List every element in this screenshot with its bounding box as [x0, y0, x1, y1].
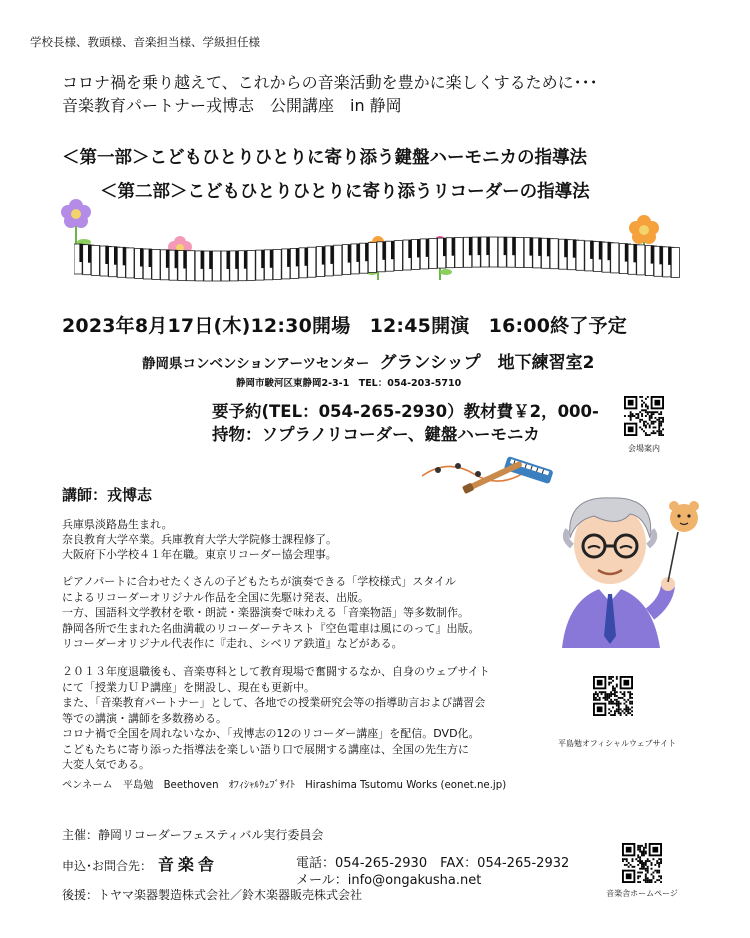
piano-keyboard-decoration: [74, 235, 680, 291]
venue-address: 静岡市駿河区東静岡2-3-1 TEL：054-203-5710: [236, 378, 462, 389]
bio-line: ピアノパートに合わせたくさんの子どもたちが演奏できる「学校様式」スタイル: [62, 575, 457, 588]
part1-title: ＜第一部＞こどもひとりひとりに寄り添う鍵盤ハーモニカの指導法: [62, 148, 587, 168]
recipients-line: 学校長様、教頭様、音楽担当様、学級担任様: [30, 35, 260, 49]
bio-line: また、「音楽教育パートナー」として、各地での授業研究会等の指導助言および講習会: [62, 696, 486, 709]
venue-name: 静岡県コンベンションアーツセンター: [142, 356, 370, 372]
homepage-caption: 音楽舎ホームページ: [606, 889, 678, 898]
bio-line: こどもたちに寄り添った指導法を楽しい語り口で展開する講座は、全国の先生方に: [62, 743, 469, 756]
venue-qr-code[interactable]: [624, 396, 664, 436]
phone-fax-line: 電話：054-265-2930 FAX：054-265-2932: [296, 856, 570, 871]
email-line[interactable]: メール：info@ongakusha.net: [296, 873, 482, 888]
venue-map-caption: 会場案内: [628, 444, 660, 453]
venue-line: [142, 348, 595, 373]
inquiry-line: [62, 852, 218, 875]
event-datetime: 2023年8月17日(木)12:30開場 12:45開演 16:00終了予定: [62, 315, 627, 337]
lecturer-title: 講師：戎博志: [62, 486, 153, 504]
bring-items-line: 持物：ソプラノリコーダー、鍵盤ハーモニカ: [212, 425, 540, 444]
bio-line: によるリコーダーオリジナル作品を全国に先駆け発表、出版。: [62, 591, 370, 604]
bio-line: 等での講演・講師を多数務める。: [62, 712, 227, 725]
bio-line: 奈良教育大学卒業。兵庫教育大学大学院修士課程修了。: [62, 533, 337, 546]
sponsor-line: 後援：トヤマ楽器製造株式会社／鈴木楽器販売株式会社: [62, 888, 363, 902]
part2-title: ＜第二部＞こどもひとりひとりに寄り添うリコーダーの指導法: [100, 182, 590, 202]
bio-penname-line: ペンネーム 平島勉 Beethoven ｵﾌｨｼｬﾙｳｪﾌﾞｻｲﾄ Hirashima Tsutomu Works (eonet.ne.jp): [62, 780, 507, 791]
bio-line: 兵庫県淡路島生まれ。: [62, 518, 173, 531]
ongakusha-homepage-qr-code[interactable]: [622, 843, 662, 883]
bio-line: 大阪府下小学校４１年在職。東京リコーダー協会理事。: [62, 548, 337, 561]
bio-line: 静岡各所で生まれた名曲満載のリコーダーテキスト『空色電車は風にのって』出版。: [62, 622, 480, 635]
bio-line: ２０１３年度退職後も、音楽専科として教育現場で奮闘するなか、自身のウェブサイト: [62, 665, 490, 678]
intro-line-2: 音楽教育パートナー戎博志 公開講座 in 静岡: [62, 96, 402, 115]
bio-line: リコーダーオリジナル代表作に『走れ、シベリア鉄道』などがある。: [62, 637, 403, 650]
official-site-caption: 平島勉オフィシャルウェブサイト: [558, 739, 677, 748]
ongakusha-logo: 音楽舎: [157, 855, 218, 874]
venue-room: グランシップ 地下練習室2: [379, 353, 595, 373]
intro-line-1: コロナ禍を乗り越えて、これからの音楽活動を豊かに楽しくするために･･･: [62, 73, 598, 92]
reservation-line: 要予約(TEL：054-265-2930）教材費￥2，000-: [212, 402, 599, 421]
organizer-line: 主催：静岡リコーダーフェスティバル実行委員会: [62, 828, 324, 842]
bio-line: にて「授業力ＵＰ講座」を開設し、現在も更新中。: [62, 681, 315, 694]
inquiry-label: 申込･お問合先：: [62, 859, 153, 873]
lecturer-illustration: [532, 486, 702, 648]
bio-line: 一方、国語科文学教材を歌・朗読・楽器演奏で味わえる「音楽物語」等多数制作。: [62, 606, 469, 619]
bio-line: 大変人気である。: [62, 758, 150, 771]
bio-line: コロナ禍で全国を周れないなか、「戎博志の12のリコーダー講座」を配信。DVD化。: [62, 727, 480, 740]
official-site-qr-code[interactable]: [593, 676, 633, 716]
